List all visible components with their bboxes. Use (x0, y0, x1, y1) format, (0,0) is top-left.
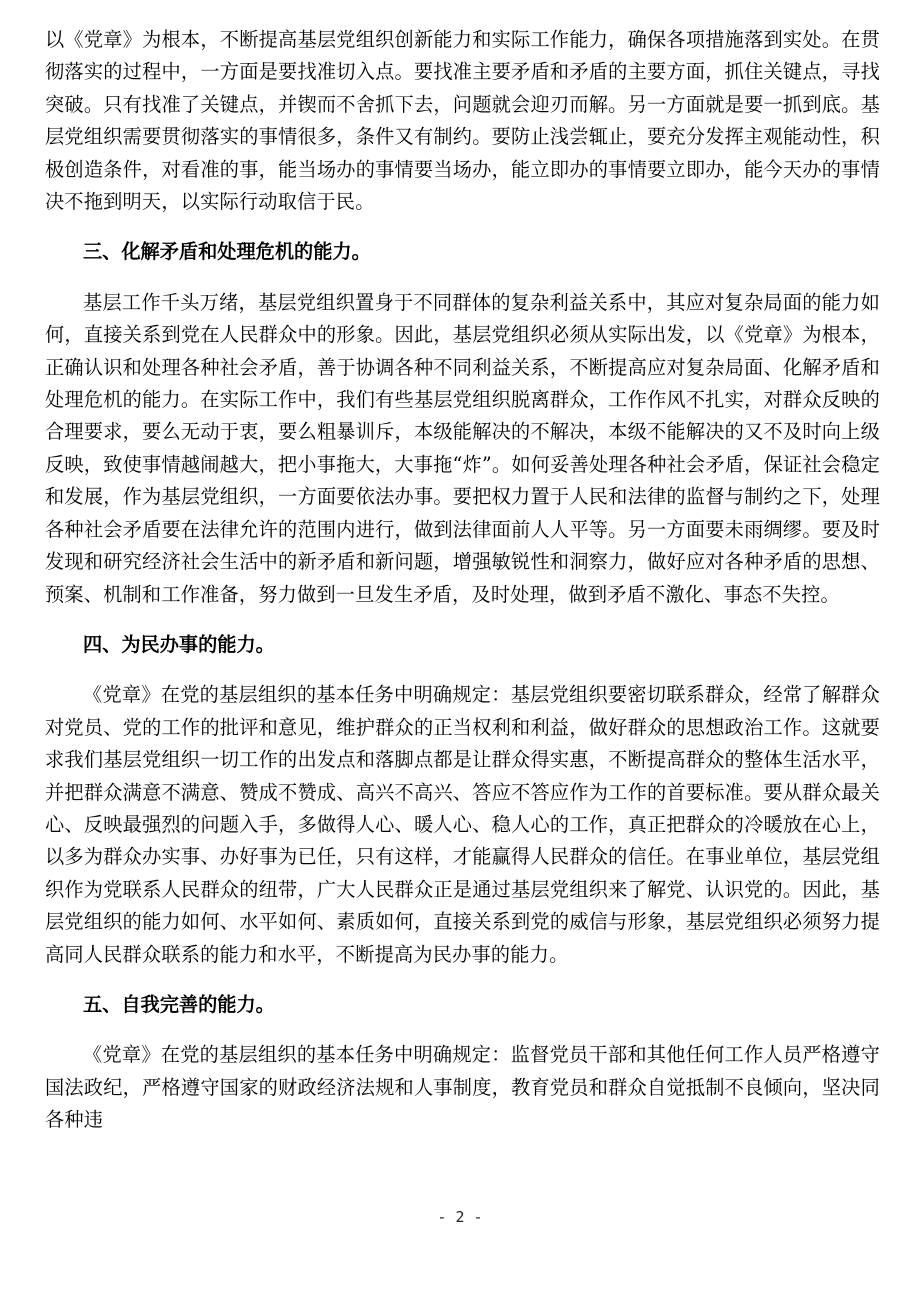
section-heading-5: 五、自我完善的能力。 (83, 992, 275, 1016)
paragraph-intro: 以《党章》为根本，不断提高基层党组织创新能力和实际工作能力，确保各项措施落到实处。在贯彻落实的过程中，一方面是要找准切入点。要找准主要矛盾和矛盾的主要方面，抓住关键点，寻找突破。只有找准了关键点，并锲而不舍抓下去，问题就会迎刃而解。另一方面就是要一抓到底。基层党组织需要贯彻落实的事情很多，条件又有制约。要防止浅尝辄止，要充分发挥主观能动性，积极创造条件，对看准的事，能当场办的事情要当场办，能立即办的事情要立即办，能今天办的事情决不拖到明天，以实际行动取信于民。 (45, 28, 880, 214)
page-number: - 2 - (437, 1208, 483, 1226)
paragraph-section-3: 基层工作千头万绪，基层党组织置身于不同群体的复杂利益关系中，其应对复杂局面的能力如何，直接关系到党在人民群众中的形象。因此，基层党组织必须从实际出发，以《党章》为根本，正确认识和处理各种社会矛盾，善于协调各种不同利益关系，不断提高应对复杂局面、化解矛盾和处理危机的能力。在实际工作中，我们有些基层党组织脱离群众，工作作风不扎实，对群众反映的合理要求，要么无动于衷，要么粗暴训斥，本级能解决的不解决，本级不能解决的又不及时向上级反映，致使事情越闹越大，把小事拖大，大事拖“炸”。如何妥善处理各种社会矛盾，保证社会稳定和发展，作为基层党组织，一方面要依法办事。要把权力置于人民和法律的监督与制约之下，处理各种社会矛盾要在法律允许的范围内进行，做到法律面前人人平等。另一方面要未雨绸缪。要及时发现和研究经济社会生活中的新矛盾和新问题，增强敏锐性和洞察力，做好应对各种矛盾的思想、预案、机制和工作准备，努力做到一旦发生矛盾，及时处理，做到矛盾不激化、事态不失控。 (45, 290, 880, 606)
paragraph-section-5: 《党章》在党的基层组织的基本任务中明确规定：监督党员干部和其他任何工作人员严格遵守国法政纪，严格遵守国家的财政经济法规和人事制度，教育党员和群众自觉抵制不良倾向，坚决同各种违 (45, 1043, 880, 1132)
section-heading-3: 三、化解矛盾和处理危机的能力。 (83, 240, 371, 264)
paragraph-section-4: 《党章》在党的基层组织的基本任务中明确规定：基层党组织要密切联系群众，经常了解群众对党员、党的工作的批评和意见，维护群众的正当权利和利益，做好群众的思想政治工作。这就要求我们基层党组织一切工作的出发点和落脚点都是让群众得实惠，不断提高群众的整体生活水平，并把群众满意不满意、赞成不赞成、高兴不高兴、答应不答应作为工作的首要标准。要从群众最关心、反映最强烈的问题入手，多做得人心、暖人心、稳人心的工作，真正把群众的冷暖放在心上，以多为群众办实事、办好事为已任，只有这样，才能赢得人民群众的信任。在事业单位，基层党组织作为党联系人民群众的纽带，广大人民群众正是通过基层党组织来了解党、认识党的。因此，基层党组织的能力如何、水平如何、素质如何，直接关系到党的威信与形象，基层党组织必须努力提高同人民群众联系的能力和水平，不断提高为民办事的能力。 (45, 683, 880, 966)
document-page (45, 24, 880, 1137)
section-heading-4: 四、为民办事的能力。 (83, 632, 275, 656)
